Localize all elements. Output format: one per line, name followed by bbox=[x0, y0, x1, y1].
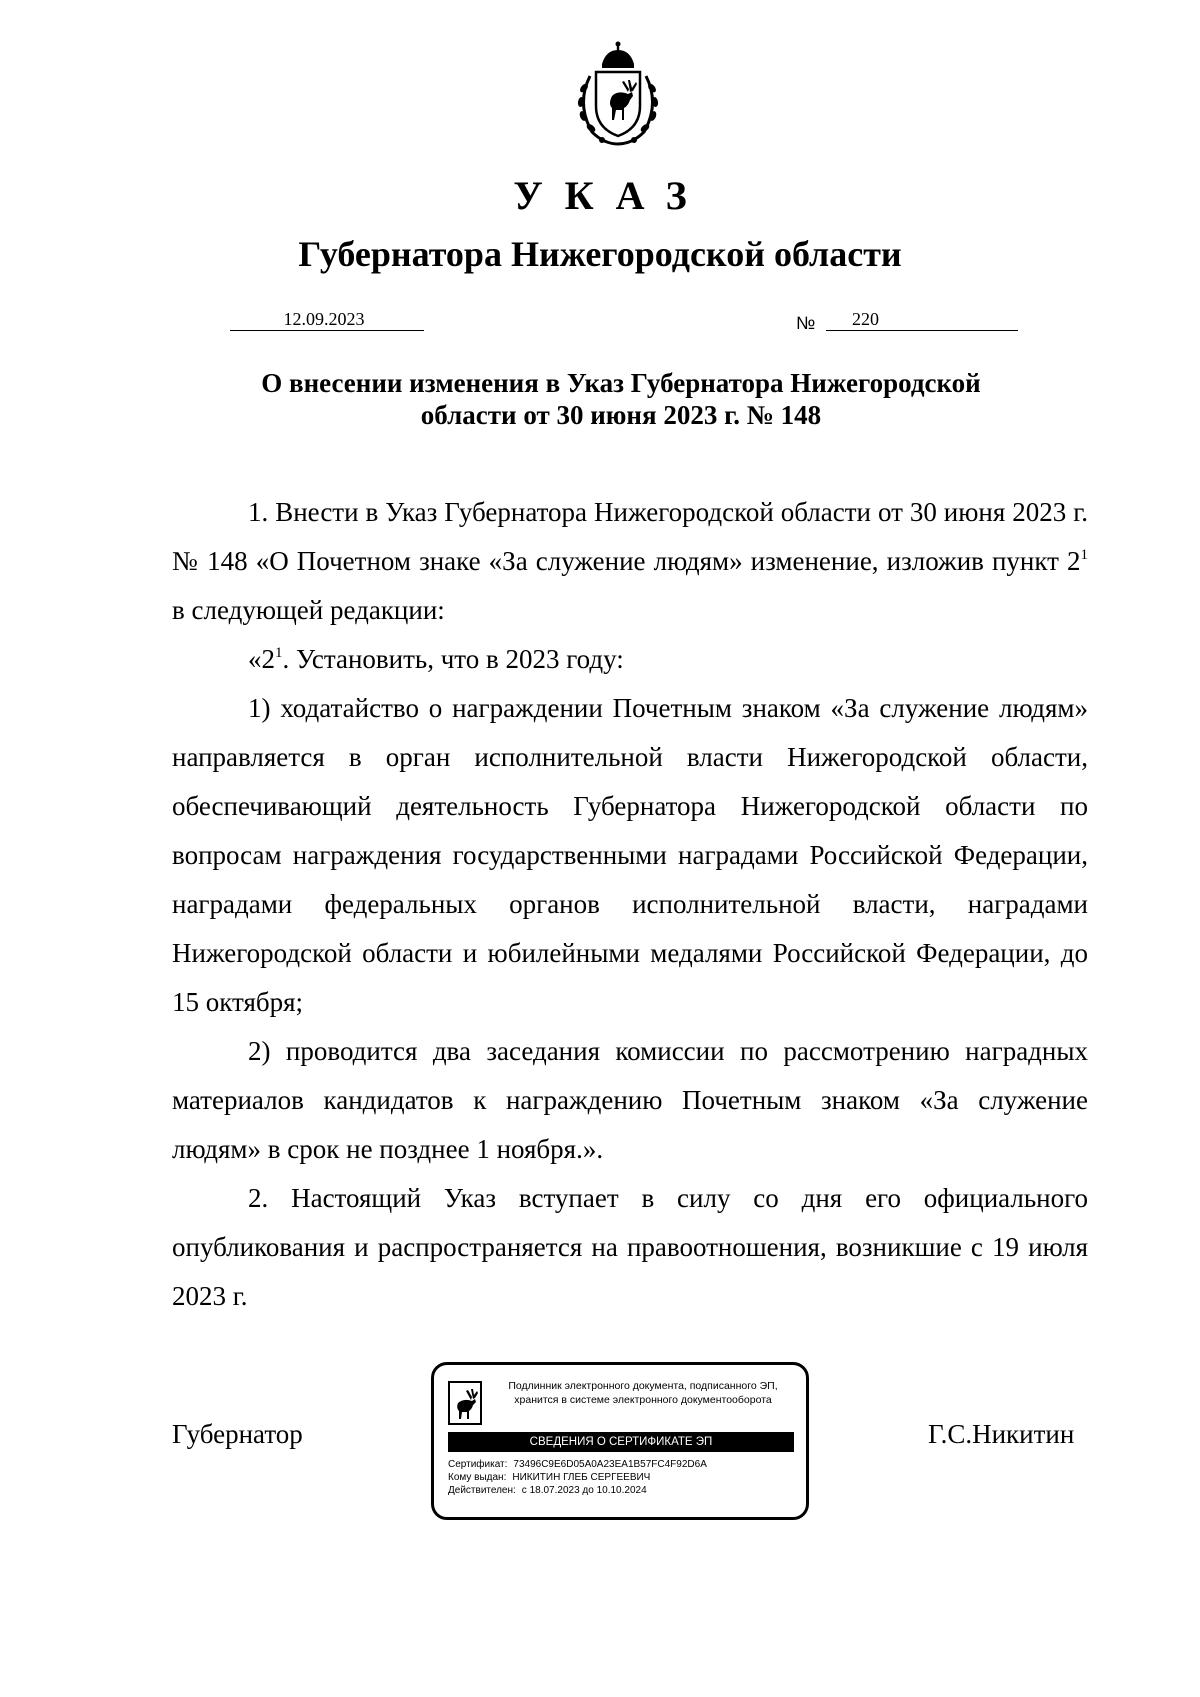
document-date-field bbox=[230, 308, 424, 331]
body-paragraph-5: 2. Настоящий Указ вступает в силу со дня его официального опубликования и распространяется на правоотношения, возникшие с 19 июля 2023 г. bbox=[172, 1183, 1088, 1311]
stamp-certificate-header: СВЕДЕНИЯ О СЕРТИФИКАТЕ ЭП bbox=[448, 1432, 794, 1452]
document-number-field bbox=[826, 308, 1018, 331]
owner-label: Кому выдан: bbox=[448, 1472, 507, 1483]
paragraph-1-tail: в следующей редакции: bbox=[172, 595, 445, 625]
certificate-row bbox=[448, 1458, 798, 1471]
document-number-label: № bbox=[796, 313, 816, 333]
body-paragraph-3: 1) ходатайство о награждении Почетным знаком «За служение людям» направляется в орган исполнительной власти Нижегородской области, обеспечивающий деятельность Губернатора Нижегородской области по вопросам награждения государственными наградами Российской Федерации, наградами федеральных органов исполнительной власти, наградами Нижегородской области и юбилейными медалями Российской Федерации, до 15 октября; bbox=[172, 693, 1088, 1017]
signatory-name: Г.С.Никитин bbox=[928, 1419, 1075, 1449]
body-paragraph-4: 2) проводится два заседания комиссии по рассмотрению наградных материалов кандидатов к награждению Почетным знаком «За служение людям» в срок не позднее 1 ноября.». bbox=[172, 1036, 1088, 1164]
subject-line-1: О внесении изменения в Указ Губернатора Нижегородской bbox=[261, 368, 981, 398]
document-date: 12.09.2023 bbox=[283, 309, 365, 329]
stamp-note-line-2: хранится в системе электронного документооборота bbox=[514, 1394, 772, 1406]
certificate-label: Сертификат: bbox=[448, 1459, 508, 1470]
deer-logo-icon bbox=[448, 1381, 482, 1425]
owner-row bbox=[448, 1471, 798, 1484]
subject-line-2: области от 30 июня 2023 г. № 148 bbox=[420, 400, 822, 430]
validity-label: Действителен: bbox=[448, 1485, 516, 1496]
document-type-title: УКАЗ bbox=[513, 173, 709, 218]
stamp-certificate-details bbox=[448, 1458, 798, 1497]
paragraph-2-tail: . Установить, что в 2023 году: bbox=[282, 644, 624, 674]
coat-of-arms-deer-icon bbox=[572, 40, 664, 148]
electronic-signature-stamp bbox=[431, 1362, 809, 1520]
issuer-title: Губернатора Нижегородской области bbox=[298, 234, 902, 274]
paragraph-1-superscript: 1 bbox=[1080, 547, 1088, 563]
signatory-title: Губернатор bbox=[172, 1419, 303, 1449]
paragraph-1-text: 1. Внести в Указ Губернатора Нижегородской области от 30 июня 2023 г. № 148 «О Почетном знаке «За служение людям» изменение, изложив пункт 2 bbox=[172, 497, 1088, 576]
paragraph-2-text: «2 bbox=[248, 644, 275, 674]
document-body bbox=[172, 488, 1088, 1321]
certificate-value: 73496C9E6D05A0A23EA1B57FC4F92D6A bbox=[513, 1459, 707, 1470]
owner-value: НИКИТИН ГЛЕБ СЕРГЕЕВИЧ bbox=[512, 1472, 651, 1483]
validity-row bbox=[448, 1484, 798, 1497]
stamp-note bbox=[488, 1379, 798, 1407]
validity-value: с 18.07.2023 до 10.10.2024 bbox=[521, 1485, 647, 1496]
body-paragraph-1 bbox=[172, 488, 1088, 635]
body-paragraph-2 bbox=[172, 635, 1088, 684]
document-subject bbox=[230, 367, 1012, 431]
document-number: 220 bbox=[852, 309, 879, 329]
stamp-note-line-1: Подлинник электронного документа, подписанного ЭП, bbox=[508, 1380, 778, 1392]
paragraph-2-superscript: 1 bbox=[275, 645, 283, 661]
